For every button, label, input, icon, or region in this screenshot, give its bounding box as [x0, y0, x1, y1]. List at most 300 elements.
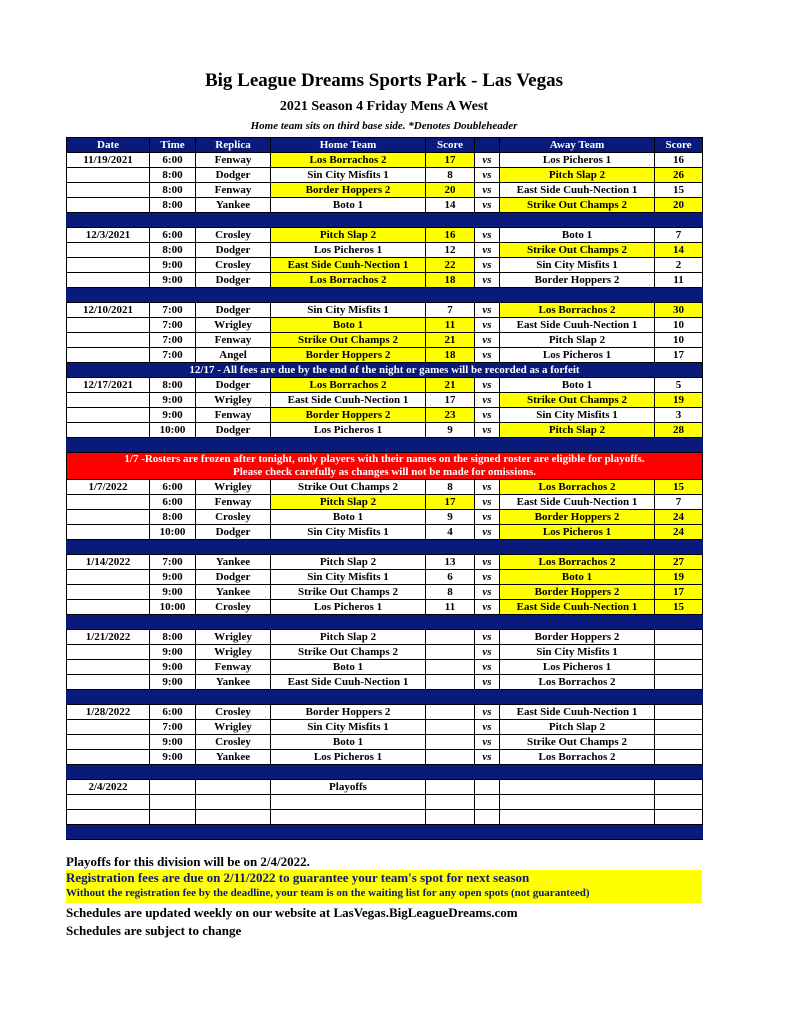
- away-score-cell: 28: [655, 423, 703, 438]
- table-row: [67, 153, 703, 168]
- website-notice: Schedules are updated weekly on our website at LasVegas.BigLeagueDreams.com: [66, 905, 518, 920]
- home-score-cell: 20: [426, 183, 475, 198]
- away-score-cell: 15: [655, 600, 703, 615]
- page-title: Big League Dreams Sports Park - Las Vegas: [204, 70, 564, 91]
- field-cell: Yankee: [196, 198, 271, 213]
- table-row: [67, 198, 703, 213]
- field-cell: Crosley: [196, 705, 271, 720]
- date-cell: [67, 525, 150, 540]
- home-score-cell: [426, 750, 475, 765]
- table-row: [67, 585, 703, 600]
- away-team-cell: Sin City Misfits 1: [500, 645, 655, 660]
- separator-row: [67, 438, 703, 453]
- table-row: [67, 525, 703, 540]
- date-cell: [67, 348, 150, 363]
- home-team-cell: Strike Out Champs 2: [271, 333, 426, 348]
- time-cell: [150, 810, 196, 825]
- time-cell: 9:00: [150, 273, 196, 288]
- away-score-cell: 10: [655, 318, 703, 333]
- home-score-cell: [426, 795, 475, 810]
- away-score-cell: [655, 720, 703, 735]
- field-cell: Wrigley: [196, 645, 271, 660]
- notice-text: 12/17 - All fees are due by the end of the night or games will be recorded as a forfeit: [67, 363, 703, 378]
- away-team-cell: East Side Cuuh-Nection 1: [500, 600, 655, 615]
- time-cell: 10:00: [150, 525, 196, 540]
- vs-cell: vs: [475, 660, 500, 675]
- table-row: [67, 303, 703, 318]
- time-cell: 9:00: [150, 750, 196, 765]
- col-header: Score: [655, 138, 703, 153]
- date-cell: [67, 393, 150, 408]
- away-score-cell: 16: [655, 153, 703, 168]
- home-score-cell: 7: [426, 303, 475, 318]
- away-team-cell: Pitch Slap 2: [500, 168, 655, 183]
- date-cell: [67, 243, 150, 258]
- vs-cell: vs: [475, 243, 500, 258]
- home-team-cell: Boto 1: [271, 660, 426, 675]
- time-cell: 7:00: [150, 333, 196, 348]
- away-score-cell: [655, 705, 703, 720]
- col-header: Away Team: [500, 138, 655, 153]
- home-score-cell: [426, 720, 475, 735]
- vs-cell: vs: [475, 495, 500, 510]
- vs-cell: vs: [475, 630, 500, 645]
- time-cell: 6:00: [150, 153, 196, 168]
- field-cell: Wrigley: [196, 630, 271, 645]
- away-score-cell: [655, 645, 703, 660]
- home-team-cell: Boto 1: [271, 198, 426, 213]
- away-score-cell: 2: [655, 258, 703, 273]
- date-cell: [67, 168, 150, 183]
- date-cell: [67, 570, 150, 585]
- home-team-cell: Los Picheros 1: [271, 423, 426, 438]
- col-header: Replica: [196, 138, 271, 153]
- away-score-cell: 20: [655, 198, 703, 213]
- field-cell: Yankee: [196, 585, 271, 600]
- away-team-cell: Los Picheros 1: [500, 153, 655, 168]
- schedule-table: [66, 137, 703, 840]
- vs-cell: vs: [475, 423, 500, 438]
- field-cell: Crosley: [196, 510, 271, 525]
- vs-cell: vs: [475, 720, 500, 735]
- home-team-cell: Los Picheros 1: [271, 600, 426, 615]
- time-cell: 9:00: [150, 408, 196, 423]
- notice-text: Please check carefully as changes will not be made for omissions.: [67, 466, 703, 480]
- time-cell: 6:00: [150, 228, 196, 243]
- fee-notice-row: [67, 363, 703, 378]
- field-cell: Crosley: [196, 228, 271, 243]
- field-cell: Angel: [196, 348, 271, 363]
- time-cell: 8:00: [150, 510, 196, 525]
- home-team-cell: Los Borrachos 2: [271, 273, 426, 288]
- home-team-cell: Los Borrachos 2: [271, 378, 426, 393]
- table-row: [67, 243, 703, 258]
- home-team-cell: Border Hoppers 2: [271, 183, 426, 198]
- home-score-cell: 4: [426, 525, 475, 540]
- away-score-cell: 30: [655, 303, 703, 318]
- home-team-cell: Boto 1: [271, 318, 426, 333]
- field-cell: Dodger: [196, 378, 271, 393]
- home-score-cell: [426, 675, 475, 690]
- away-team-cell: Strike Out Champs 2: [500, 393, 655, 408]
- field-cell: Yankee: [196, 750, 271, 765]
- time-cell: 7:00: [150, 348, 196, 363]
- vs-cell: vs: [475, 525, 500, 540]
- separator-row: [67, 690, 703, 705]
- vs-cell: vs: [475, 153, 500, 168]
- away-score-cell: [655, 810, 703, 825]
- away-score-cell: 24: [655, 510, 703, 525]
- time-cell: 9:00: [150, 735, 196, 750]
- field-cell: Wrigley: [196, 318, 271, 333]
- col-header: Home Team: [271, 138, 426, 153]
- away-team-cell: Los Borrachos 2: [500, 750, 655, 765]
- separator-row: [67, 825, 703, 840]
- date-cell: [67, 600, 150, 615]
- time-cell: 9:00: [150, 645, 196, 660]
- away-team-cell: Los Picheros 1: [500, 660, 655, 675]
- away-score-cell: 26: [655, 168, 703, 183]
- time-cell: 7:00: [150, 318, 196, 333]
- home-team-cell: East Side Cuuh-Nection 1: [271, 675, 426, 690]
- col-header: Date: [67, 138, 150, 153]
- home-score-cell: 14: [426, 198, 475, 213]
- table-row: [67, 735, 703, 750]
- vs-cell: vs: [475, 333, 500, 348]
- home-team-cell: Border Hoppers 2: [271, 705, 426, 720]
- table-row: [67, 510, 703, 525]
- away-team-cell: Border Hoppers 2: [500, 630, 655, 645]
- field-cell: Crosley: [196, 600, 271, 615]
- separator-cell: [67, 825, 703, 840]
- table-row: [67, 555, 703, 570]
- date-cell: 12/17/2021: [67, 378, 150, 393]
- time-cell: 6:00: [150, 705, 196, 720]
- vs-cell: [475, 795, 500, 810]
- field-cell: Fenway: [196, 333, 271, 348]
- date-cell: [67, 585, 150, 600]
- away-team-cell: Pitch Slap 2: [500, 423, 655, 438]
- date-cell: [67, 408, 150, 423]
- away-score-cell: [655, 795, 703, 810]
- time-cell: [150, 780, 196, 795]
- registration-notice: Registration fees are due on 2/11/2022 to guarantee your team's spot for next season: [66, 870, 530, 885]
- table-row: [67, 258, 703, 273]
- time-cell: 9:00: [150, 660, 196, 675]
- time-cell: 7:00: [150, 303, 196, 318]
- home-team-cell: Sin City Misfits 1: [271, 720, 426, 735]
- time-cell: 7:00: [150, 720, 196, 735]
- home-team-cell: Los Picheros 1: [271, 750, 426, 765]
- vs-cell: [475, 810, 500, 825]
- away-score-cell: 19: [655, 570, 703, 585]
- table-row: [67, 570, 703, 585]
- home-team-cell: Border Hoppers 2: [271, 348, 426, 363]
- separator-cell: [67, 765, 703, 780]
- home-team-cell: Playoffs: [271, 780, 426, 795]
- date-cell: 1/14/2022: [67, 555, 150, 570]
- field-cell: Yankee: [196, 675, 271, 690]
- date-cell: 12/3/2021: [67, 228, 150, 243]
- waiting-list-notice: Without the registration fee by the deadline, your team is on the waiting list for any open spots (not guaranteed): [66, 887, 590, 899]
- separator-cell: [67, 438, 703, 453]
- roster-notice-row: [67, 453, 703, 467]
- vs-cell: vs: [475, 675, 500, 690]
- separator-row: [67, 615, 703, 630]
- date-cell: 1/7/2022: [67, 480, 150, 495]
- vs-cell: vs: [475, 570, 500, 585]
- vs-cell: vs: [475, 318, 500, 333]
- home-score-cell: 9: [426, 510, 475, 525]
- field-cell: [196, 780, 271, 795]
- away-team-cell: Boto 1: [500, 228, 655, 243]
- home-team-cell: Boto 1: [271, 735, 426, 750]
- field-cell: Dodger: [196, 273, 271, 288]
- time-cell: 8:00: [150, 183, 196, 198]
- col-header: Score: [426, 138, 475, 153]
- away-score-cell: 15: [655, 480, 703, 495]
- home-score-cell: 13: [426, 555, 475, 570]
- home-team-cell: Sin City Misfits 1: [271, 570, 426, 585]
- home-team-cell: Sin City Misfits 1: [271, 525, 426, 540]
- vs-cell: vs: [475, 750, 500, 765]
- date-cell: [67, 273, 150, 288]
- vs-cell: vs: [475, 183, 500, 198]
- table-row: [67, 183, 703, 198]
- away-score-cell: 7: [655, 228, 703, 243]
- time-cell: 7:00: [150, 555, 196, 570]
- field-cell: Dodger: [196, 525, 271, 540]
- vs-cell: vs: [475, 258, 500, 273]
- date-cell: 1/21/2022: [67, 630, 150, 645]
- home-score-cell: [426, 810, 475, 825]
- home-score-cell: 9: [426, 423, 475, 438]
- date-cell: [67, 795, 150, 810]
- field-cell: Crosley: [196, 735, 271, 750]
- home-team-cell: East Side Cuuh-Nection 1: [271, 393, 426, 408]
- away-score-cell: [655, 780, 703, 795]
- table-row: [67, 408, 703, 423]
- home-score-cell: [426, 780, 475, 795]
- table-row: [67, 630, 703, 645]
- time-cell: 9:00: [150, 393, 196, 408]
- table-row: [67, 495, 703, 510]
- table-row: [67, 393, 703, 408]
- away-team-cell: Border Hoppers 2: [500, 510, 655, 525]
- vs-cell: vs: [475, 408, 500, 423]
- home-score-cell: 18: [426, 273, 475, 288]
- away-team-cell: Los Picheros 1: [500, 525, 655, 540]
- table-row: [67, 168, 703, 183]
- time-cell: 8:00: [150, 168, 196, 183]
- away-team-cell: East Side Cuuh-Nection 1: [500, 183, 655, 198]
- date-cell: [67, 495, 150, 510]
- table-row: [67, 750, 703, 765]
- away-team-cell: Los Borrachos 2: [500, 555, 655, 570]
- separator-row: [67, 288, 703, 303]
- time-cell: 9:00: [150, 585, 196, 600]
- away-team-cell: Pitch Slap 2: [500, 720, 655, 735]
- vs-cell: vs: [475, 480, 500, 495]
- away-score-cell: [655, 750, 703, 765]
- field-cell: Fenway: [196, 408, 271, 423]
- field-cell: Dodger: [196, 168, 271, 183]
- table-row: [67, 333, 703, 348]
- separator-cell: [67, 213, 703, 228]
- time-cell: 8:00: [150, 630, 196, 645]
- vs-cell: vs: [475, 585, 500, 600]
- away-team-cell: East Side Cuuh-Nection 1: [500, 318, 655, 333]
- vs-cell: vs: [475, 555, 500, 570]
- vs-cell: vs: [475, 705, 500, 720]
- away-team-cell: [500, 795, 655, 810]
- date-cell: [67, 183, 150, 198]
- field-cell: [196, 795, 271, 810]
- away-team-cell: Los Borrachos 2: [500, 675, 655, 690]
- separator-cell: [67, 690, 703, 705]
- vs-cell: vs: [475, 168, 500, 183]
- table-row: [67, 228, 703, 243]
- home-score-cell: 8: [426, 585, 475, 600]
- home-score-cell: 23: [426, 408, 475, 423]
- field-cell: Fenway: [196, 495, 271, 510]
- away-team-cell: Los Borrachos 2: [500, 480, 655, 495]
- date-cell: [67, 720, 150, 735]
- subject-to-change-notice: Schedules are subject to change: [66, 923, 242, 938]
- date-cell: [67, 660, 150, 675]
- away-team-cell: Border Hoppers 2: [500, 273, 655, 288]
- field-cell: Dodger: [196, 570, 271, 585]
- vs-cell: vs: [475, 348, 500, 363]
- vs-cell: [475, 780, 500, 795]
- date-cell: [67, 735, 150, 750]
- home-score-cell: 11: [426, 318, 475, 333]
- home-team-cell: Pitch Slap 2: [271, 228, 426, 243]
- field-cell: Fenway: [196, 153, 271, 168]
- away-score-cell: 17: [655, 585, 703, 600]
- home-score-cell: 8: [426, 168, 475, 183]
- table-row: [67, 480, 703, 495]
- col-header: [475, 138, 500, 153]
- table-row: [67, 675, 703, 690]
- vs-cell: vs: [475, 228, 500, 243]
- time-cell: 9:00: [150, 675, 196, 690]
- vs-cell: vs: [475, 303, 500, 318]
- away-score-cell: [655, 675, 703, 690]
- home-score-cell: [426, 735, 475, 750]
- vs-cell: vs: [475, 393, 500, 408]
- vs-cell: vs: [475, 198, 500, 213]
- away-score-cell: 24: [655, 525, 703, 540]
- home-team-cell: Los Borrachos 2: [271, 153, 426, 168]
- date-cell: [67, 333, 150, 348]
- roster-notice-row: [67, 466, 703, 480]
- table-row: [67, 705, 703, 720]
- home-score-cell: 8: [426, 480, 475, 495]
- home-score-cell: 16: [426, 228, 475, 243]
- field-cell: Wrigley: [196, 480, 271, 495]
- away-score-cell: [655, 630, 703, 645]
- notice-text: 1/7 -Rosters are frozen after tonight, only players with their names on the signed roster are eligible for playoffs.: [67, 453, 703, 467]
- page-subtitle: 2021 Season 4 Friday Mens A West: [279, 99, 489, 114]
- field-cell: Dodger: [196, 303, 271, 318]
- away-score-cell: 19: [655, 393, 703, 408]
- away-team-cell: East Side Cuuh-Nection 1: [500, 495, 655, 510]
- home-score-cell: [426, 660, 475, 675]
- separator-row: [67, 765, 703, 780]
- table-row: [67, 810, 703, 825]
- field-cell: Wrigley: [196, 720, 271, 735]
- home-score-cell: 11: [426, 600, 475, 615]
- away-score-cell: 10: [655, 333, 703, 348]
- separator-cell: [67, 288, 703, 303]
- home-score-cell: [426, 645, 475, 660]
- date-cell: [67, 645, 150, 660]
- date-cell: [67, 750, 150, 765]
- date-cell: 1/28/2022: [67, 705, 150, 720]
- time-cell: 6:00: [150, 480, 196, 495]
- home-score-cell: [426, 705, 475, 720]
- time-cell: 8:00: [150, 243, 196, 258]
- away-team-cell: Pitch Slap 2: [500, 333, 655, 348]
- away-team-cell: Sin City Misfits 1: [500, 408, 655, 423]
- vs-cell: vs: [475, 600, 500, 615]
- home-score-cell: 6: [426, 570, 475, 585]
- date-cell: [67, 198, 150, 213]
- time-cell: 9:00: [150, 258, 196, 273]
- home-team-cell: Strike Out Champs 2: [271, 645, 426, 660]
- date-cell: 12/10/2021: [67, 303, 150, 318]
- away-team-cell: Strike Out Champs 2: [500, 198, 655, 213]
- col-header: Time: [150, 138, 196, 153]
- separator-cell: [67, 540, 703, 555]
- home-score-cell: 12: [426, 243, 475, 258]
- time-cell: 9:00: [150, 570, 196, 585]
- table-row: [67, 645, 703, 660]
- date-cell: 2/4/2022: [67, 780, 150, 795]
- field-cell: [196, 810, 271, 825]
- home-team-cell: Pitch Slap 2: [271, 630, 426, 645]
- playoffs-notice: Playoffs for this division will be on 2/4/2022.: [66, 854, 310, 869]
- table-row: [67, 780, 703, 795]
- home-team-cell: [271, 795, 426, 810]
- table-row: [67, 795, 703, 810]
- separator-row: [67, 540, 703, 555]
- home-score-cell: 17: [426, 393, 475, 408]
- field-cell: Fenway: [196, 660, 271, 675]
- vs-cell: vs: [475, 378, 500, 393]
- home-score-cell: 18: [426, 348, 475, 363]
- time-cell: [150, 795, 196, 810]
- home-team-cell: Sin City Misfits 1: [271, 303, 426, 318]
- away-team-cell: Strike Out Champs 2: [500, 243, 655, 258]
- time-cell: 10:00: [150, 600, 196, 615]
- away-team-cell: Boto 1: [500, 570, 655, 585]
- away-team-cell: Los Picheros 1: [500, 348, 655, 363]
- away-score-cell: 27: [655, 555, 703, 570]
- away-team-cell: [500, 810, 655, 825]
- field-cell: Crosley: [196, 258, 271, 273]
- table-row: [67, 318, 703, 333]
- table-row: [67, 720, 703, 735]
- table-row: [67, 660, 703, 675]
- vs-cell: vs: [475, 510, 500, 525]
- away-score-cell: 14: [655, 243, 703, 258]
- away-team-cell: Border Hoppers 2: [500, 585, 655, 600]
- home-score-cell: 22: [426, 258, 475, 273]
- away-score-cell: 11: [655, 273, 703, 288]
- field-cell: Dodger: [196, 243, 271, 258]
